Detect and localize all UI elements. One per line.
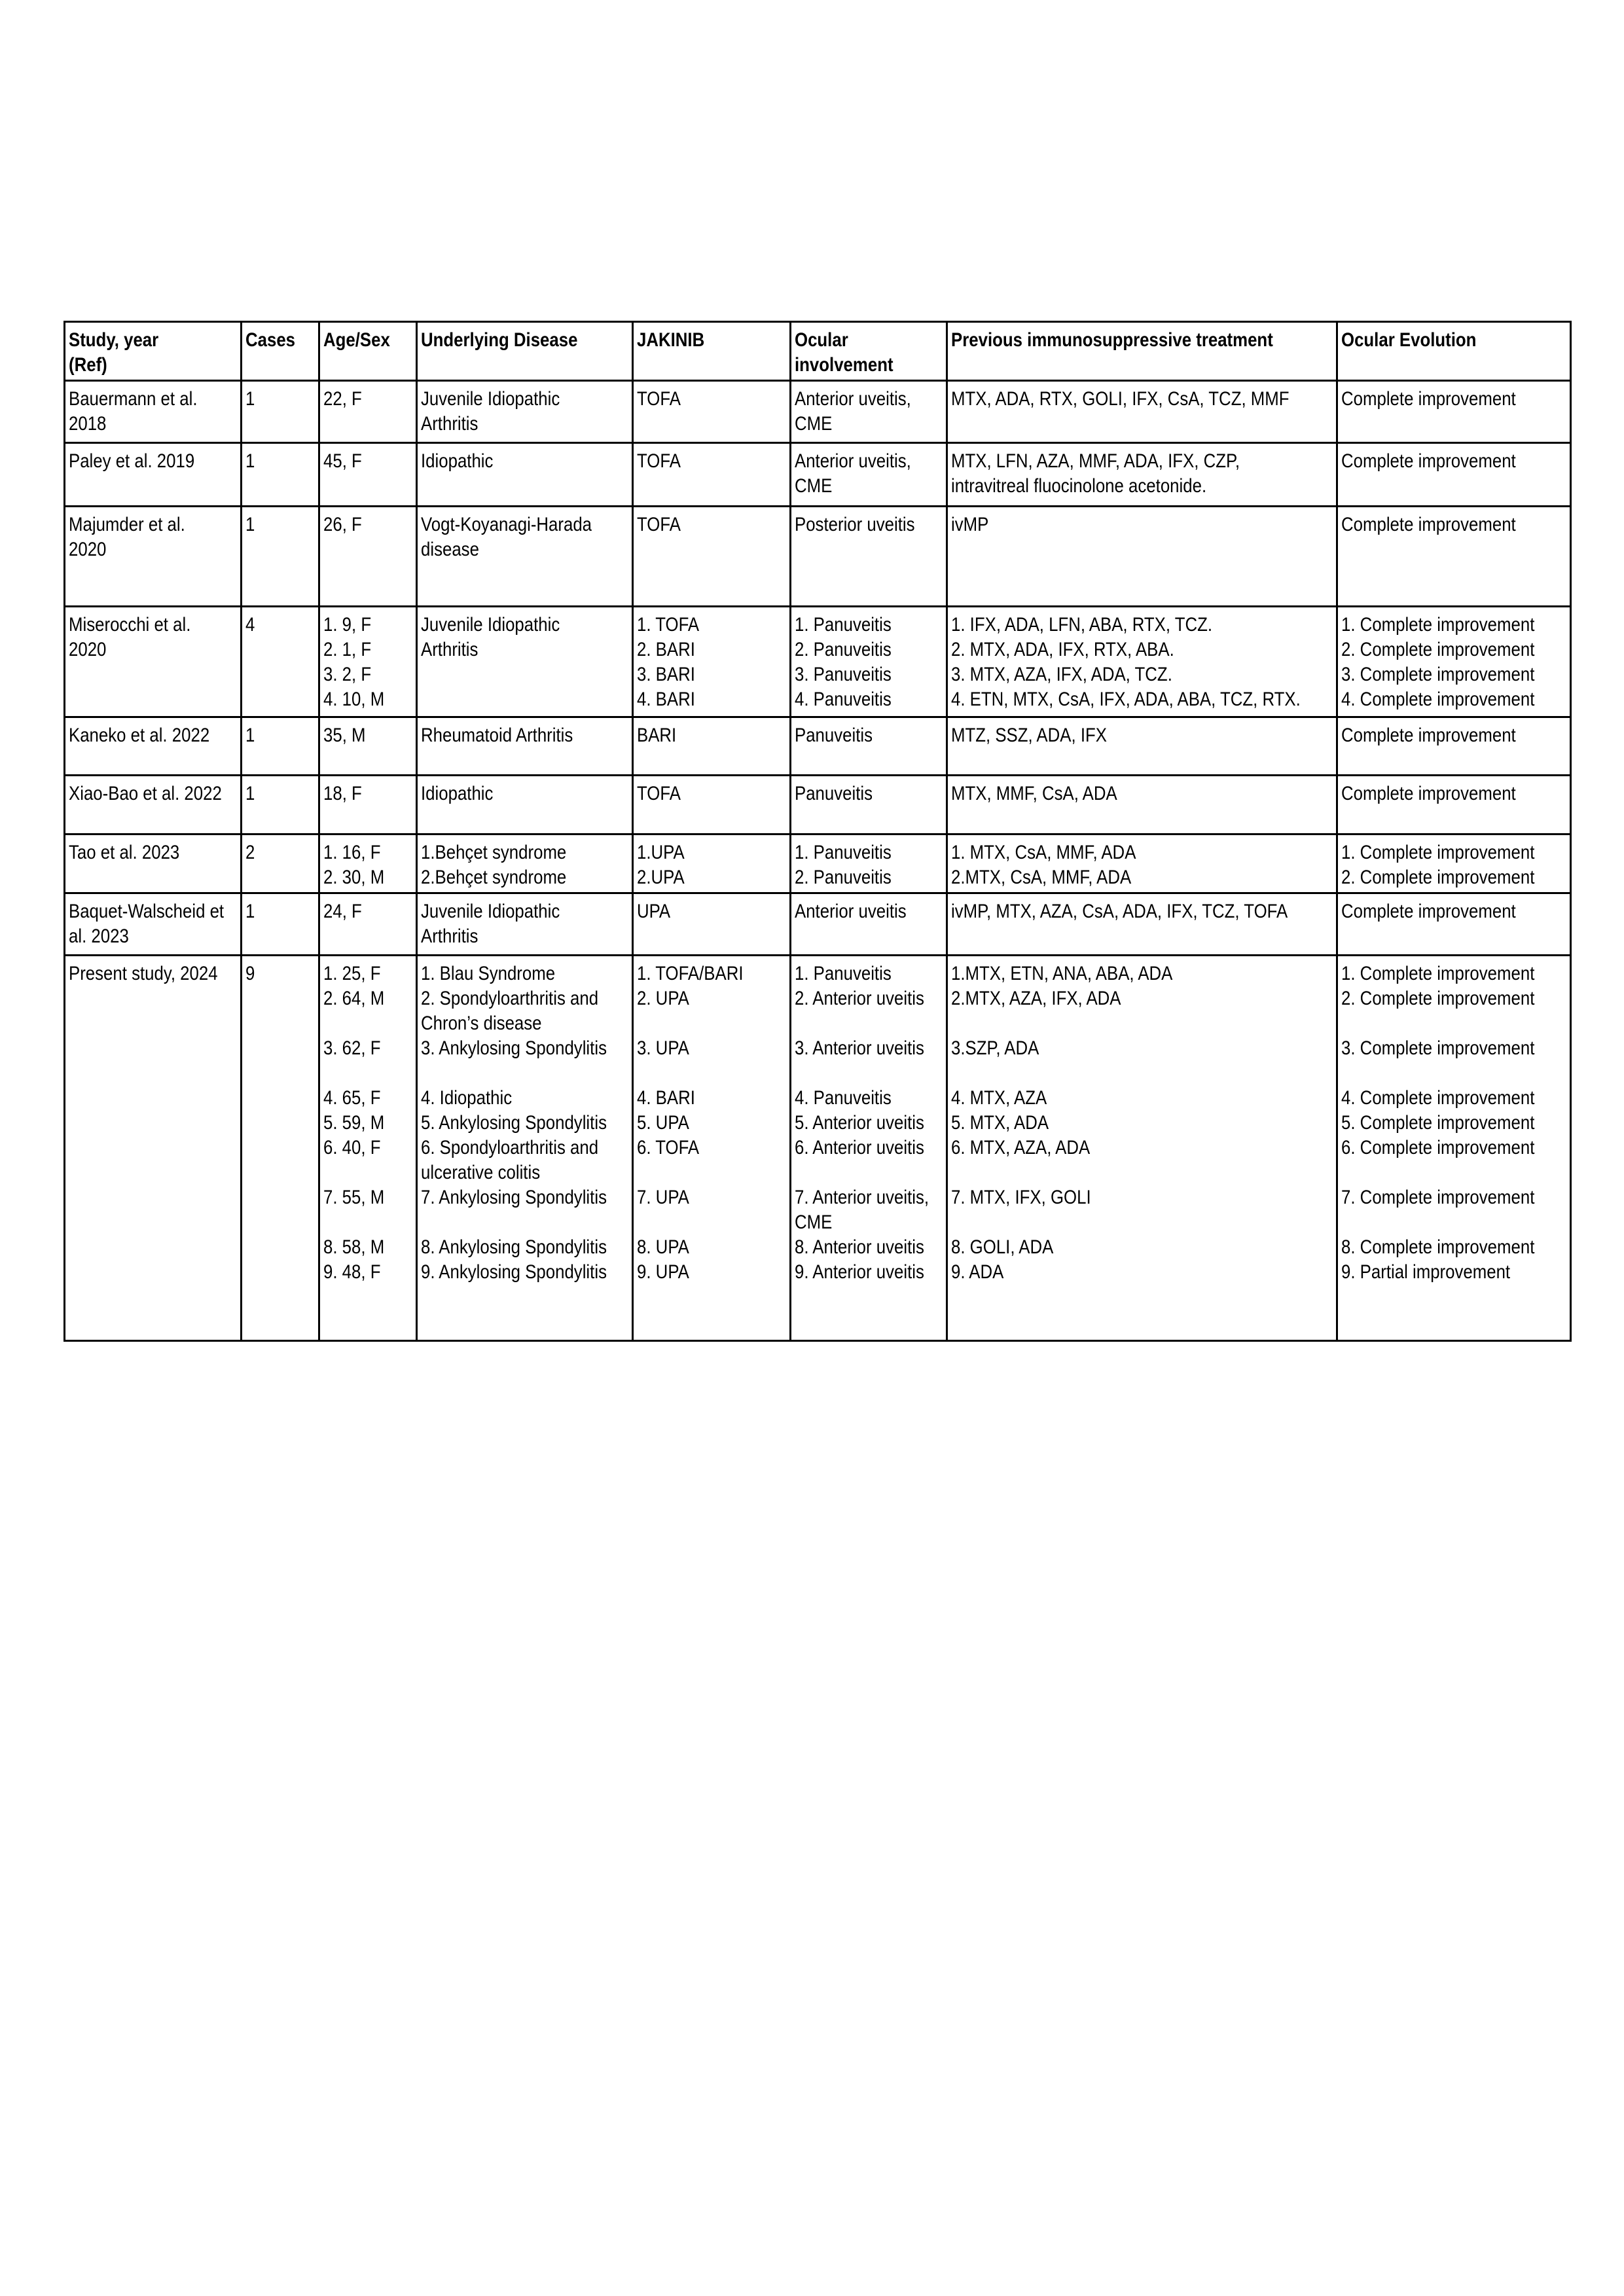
cell-study-year xyxy=(65,381,242,443)
cell-previous-treatment xyxy=(947,507,1337,607)
table-row xyxy=(65,834,1571,893)
cell-age-sex xyxy=(319,717,417,776)
cell-previous-treatment xyxy=(947,443,1337,507)
cell-text: 1 xyxy=(245,783,255,804)
header-label: Underlying Disease xyxy=(421,329,578,351)
cell-ocular-evolution xyxy=(1337,956,1571,1341)
cell-text: Complete improvement xyxy=(1341,388,1516,410)
cell-text: UPA xyxy=(637,901,671,922)
cell-cases xyxy=(242,443,319,507)
cell-age-sex xyxy=(319,893,417,956)
cell-text: 1. 16, F 2. 30, M xyxy=(323,842,385,888)
cell-age-sex xyxy=(319,607,417,717)
cell-text: Complete improvement xyxy=(1341,725,1516,746)
cell-age-sex xyxy=(319,834,417,893)
header-previous-treatment xyxy=(947,322,1337,381)
cell-text: 1 xyxy=(245,514,255,535)
cell-jakinib xyxy=(633,776,791,834)
cell-text: 1 xyxy=(245,450,255,472)
cell-cases xyxy=(242,717,319,776)
cell-text: Anterior uveitis, CME xyxy=(795,450,911,497)
cell-previous-treatment xyxy=(947,717,1337,776)
cell-text: 45, F xyxy=(323,450,362,472)
cell-ocular-involvement xyxy=(791,381,947,443)
cell-study-year xyxy=(65,717,242,776)
cell-text: Miserocchi et al. 2020 xyxy=(69,614,191,660)
cell-study-year xyxy=(65,956,242,1341)
cell-cases xyxy=(242,776,319,834)
table-row xyxy=(65,956,1571,1341)
cell-text: Baquet-Walscheid et al. 2023 xyxy=(69,901,225,947)
cell-text: 1.MTX, ETN, ANA, ABA, ADA 2.MTX, AZA, IFX, ADA 3.SZP, ADA 4. MTX, AZA 5. MTX, ADA 6. MTX, AZA, ADA 7. MTX, IFX, GOLI 8. GOLI, ADA 9. ADA xyxy=(951,963,1173,1283)
cell-underlying-disease xyxy=(417,507,633,607)
cell-previous-treatment xyxy=(947,381,1337,443)
cell-ocular-involvement xyxy=(791,956,947,1341)
header-label: Study, year (Ref) xyxy=(69,329,159,376)
cell-underlying-disease xyxy=(417,834,633,893)
cell-text: TOFA xyxy=(637,388,681,410)
cell-ocular-evolution xyxy=(1337,507,1571,607)
cell-jakinib xyxy=(633,443,791,507)
cell-text: BARI xyxy=(637,725,677,746)
cell-text: 22, F xyxy=(323,388,362,410)
cell-text: 1. Panuveitis 2. Anterior uveitis 3. Anterior uveitis 4. Panuveitis 5. Anterior uveitis 6. Anterior uveitis 7. Anterior uveitis, CME 8. Anterior uveitis 9. Anterior uveitis xyxy=(795,963,929,1283)
table-row xyxy=(65,607,1571,717)
cell-text: 1. 9, F 2. 1, F 3. 2, F 4. 10, M xyxy=(323,614,385,710)
cell-text: TOFA xyxy=(637,514,681,535)
cell-age-sex xyxy=(319,381,417,443)
cell-cases xyxy=(242,507,319,607)
cell-text: Paley et al. 2019 xyxy=(69,450,195,472)
cell-text: 1 xyxy=(245,901,255,922)
header-ocular-involvement xyxy=(791,322,947,381)
cell-ocular-evolution xyxy=(1337,443,1571,507)
cell-ocular-involvement xyxy=(791,834,947,893)
cell-text: 1. TOFA 2. BARI 3. BARI 4. BARI xyxy=(637,614,700,710)
cell-ocular-evolution xyxy=(1337,834,1571,893)
cell-text: Bauermann et al. 2018 xyxy=(69,388,198,435)
cell-ocular-involvement xyxy=(791,443,947,507)
cell-cases xyxy=(242,381,319,443)
cell-ocular-involvement xyxy=(791,893,947,956)
cell-text: Complete improvement xyxy=(1341,901,1516,922)
header-age-sex xyxy=(319,322,417,381)
header-cases xyxy=(242,322,319,381)
cell-underlying-disease xyxy=(417,956,633,1341)
cell-cases xyxy=(242,956,319,1341)
cell-text: 1. Panuveitis 2. Panuveitis xyxy=(795,842,892,888)
cell-text: ivMP, MTX, AZA, CsA, ADA, IFX, TCZ, TOFA xyxy=(951,901,1288,922)
cell-text: Anterior uveitis xyxy=(795,901,907,922)
cell-previous-treatment xyxy=(947,834,1337,893)
header-underlying-disease xyxy=(417,322,633,381)
cell-underlying-disease xyxy=(417,443,633,507)
cell-cases xyxy=(242,893,319,956)
cell-text: 26, F xyxy=(323,514,362,535)
cell-cases xyxy=(242,607,319,717)
cell-text: 4 xyxy=(245,614,255,636)
cell-age-sex xyxy=(319,443,417,507)
cell-jakinib xyxy=(633,381,791,443)
cell-text: Anterior uveitis, CME xyxy=(795,388,911,435)
cell-text: 1. Complete improvement 2. Complete improvement xyxy=(1341,842,1535,888)
cell-text: Idiopathic xyxy=(421,783,494,804)
cell-study-year xyxy=(65,607,242,717)
header-label: Age/Sex xyxy=(323,329,390,351)
cell-jakinib xyxy=(633,607,791,717)
cell-previous-treatment xyxy=(947,956,1337,1341)
cell-text: Idiopathic xyxy=(421,450,494,472)
cell-jakinib xyxy=(633,834,791,893)
table-row xyxy=(65,717,1571,776)
cell-text: 1. Panuveitis 2. Panuveitis 3. Panuveitis 4. Panuveitis xyxy=(795,614,892,710)
cell-jakinib xyxy=(633,717,791,776)
cell-study-year xyxy=(65,776,242,834)
cell-text: MTX, LFN, AZA, MMF, ADA, IFX, CZP, intravitreal fluocinolone acetonide. xyxy=(951,450,1240,497)
cell-text: 1. Complete improvement 2. Complete improvement 3. Complete improvement 4. Complete improvement 5. Complete improvement 6. Complete improvement 7. Complete improvement 8. Complete improvement 9. Partial improvement xyxy=(1341,963,1535,1283)
cell-text: 1. 25, F 2. 64, M 3. 62, F 4. 65, F 5. 59, M 6. 40, F 7. 55, M 8. 58, M 9. 48, F xyxy=(323,963,385,1283)
cell-text: Panuveitis xyxy=(795,725,873,746)
header-label: JAKINIB xyxy=(637,329,705,351)
cell-text: 2 xyxy=(245,842,255,863)
cell-text: 24, F xyxy=(323,901,362,922)
table-row xyxy=(65,381,1571,443)
header-row xyxy=(65,322,1571,381)
cell-jakinib xyxy=(633,507,791,607)
cell-ocular-evolution xyxy=(1337,381,1571,443)
cell-text: Vogt-Koyanagi-Harada disease xyxy=(421,514,592,560)
cell-underlying-disease xyxy=(417,607,633,717)
cell-previous-treatment xyxy=(947,776,1337,834)
cell-text: 1.Behçet syndrome 2.Behçet syndrome xyxy=(421,842,567,888)
cell-study-year xyxy=(65,834,242,893)
cell-text: Posterior uveitis xyxy=(795,514,915,535)
cell-text: 1. Complete improvement 2. Complete improvement 3. Complete improvement 4. Complete improvement xyxy=(1341,614,1535,710)
cell-underlying-disease xyxy=(417,893,633,956)
header-label: Previous immunosuppressive treatment xyxy=(951,329,1273,351)
cell-study-year xyxy=(65,507,242,607)
cell-jakinib xyxy=(633,956,791,1341)
cell-ocular-evolution xyxy=(1337,717,1571,776)
cell-text: TOFA xyxy=(637,783,681,804)
cell-text: ivMP xyxy=(951,514,989,535)
cell-text: Majumder et al. 2020 xyxy=(69,514,185,560)
table-row xyxy=(65,776,1571,834)
cell-text: MTZ, SSZ, ADA, IFX xyxy=(951,725,1107,746)
cell-text: MTX, ADA, RTX, GOLI, IFX, CsA, TCZ, MMF xyxy=(951,388,1290,410)
header-label: Ocular involvement xyxy=(795,329,893,376)
cell-ocular-involvement xyxy=(791,607,947,717)
cell-text: Complete improvement xyxy=(1341,450,1516,472)
cell-study-year xyxy=(65,443,242,507)
cell-ocular-evolution xyxy=(1337,776,1571,834)
cell-text: Complete improvement xyxy=(1341,783,1516,804)
cell-jakinib xyxy=(633,893,791,956)
cell-age-sex xyxy=(319,776,417,834)
cell-text: Complete improvement xyxy=(1341,514,1516,535)
cell-text: Juvenile Idiopathic Arthritis xyxy=(421,901,560,947)
cell-ocular-involvement xyxy=(791,717,947,776)
cell-ocular-evolution xyxy=(1337,893,1571,956)
cell-text: 1. Blau Syndrome 2. Spondyloarthritis and Chron’s disease 3. Ankylosing Spondylitis 4. Idiopathic 5. Ankylosing Spondylitis 6. Spondyloarthritis and ulcerative colitis 7. Ankylosing Spondylitis 8. Ankylosing Spondylitis 9. Ankylosing Spondylitis xyxy=(421,963,607,1283)
cell-text: Juvenile Idiopathic Arthritis xyxy=(421,614,560,660)
cell-text: 9 xyxy=(245,963,255,984)
cell-text: 18, F xyxy=(323,783,362,804)
cell-text: Present study, 2024 xyxy=(69,963,218,984)
table-row xyxy=(65,893,1571,956)
cell-text: 1. TOFA/BARI 2. UPA 3. UPA 4. BARI 5. UPA 6. TOFA 7. UPA 8. UPA 9. UPA xyxy=(637,963,744,1283)
cell-text: 1. IFX, ADA, LFN, ABA, RTX, TCZ. 2. MTX, ADA, IFX, RTX, ABA. 3. MTX, AZA, IFX, ADA, TCZ. 4. ETN, MTX, CsA, IFX, ADA, ABA, TCZ, RTX. xyxy=(951,614,1301,710)
cell-ocular-involvement xyxy=(791,507,947,607)
cell-text: Kaneko et al. 2022 xyxy=(69,725,210,746)
header-label: Cases xyxy=(245,329,296,351)
cell-underlying-disease xyxy=(417,381,633,443)
cell-ocular-evolution xyxy=(1337,607,1571,717)
cell-text: Tao et al. 2023 xyxy=(69,842,180,863)
cell-text: Xiao-Bao et al. 2022 xyxy=(69,783,222,804)
cell-ocular-involvement xyxy=(791,776,947,834)
cell-text: Panuveitis xyxy=(795,783,873,804)
studies-table xyxy=(63,321,1572,1342)
cell-text: Rheumatoid Arthritis xyxy=(421,725,573,746)
header-label: Ocular Evolution xyxy=(1341,329,1477,351)
cell-text: 1 xyxy=(245,725,255,746)
cell-text: 1.UPA 2.UPA xyxy=(637,842,685,888)
cell-text: 35, M xyxy=(323,725,366,746)
cell-text: 1 xyxy=(245,388,255,410)
cell-text: TOFA xyxy=(637,450,681,472)
header-study-year xyxy=(65,322,242,381)
cell-underlying-disease xyxy=(417,717,633,776)
cell-text: MTX, MMF, CsA, ADA xyxy=(951,783,1117,804)
header-ocular-evolution xyxy=(1337,322,1571,381)
table-row xyxy=(65,443,1571,507)
table-row xyxy=(65,507,1571,607)
cell-text: 1. MTX, CsA, MMF, ADA 2.MTX, CsA, MMF, ADA xyxy=(951,842,1136,888)
cell-previous-treatment xyxy=(947,607,1337,717)
cell-age-sex xyxy=(319,507,417,607)
cell-underlying-disease xyxy=(417,776,633,834)
cell-previous-treatment xyxy=(947,893,1337,956)
header-jakinib xyxy=(633,322,791,381)
cell-age-sex xyxy=(319,956,417,1341)
cell-study-year xyxy=(65,893,242,956)
cell-text: Juvenile Idiopathic Arthritis xyxy=(421,388,560,435)
cell-cases xyxy=(242,834,319,893)
